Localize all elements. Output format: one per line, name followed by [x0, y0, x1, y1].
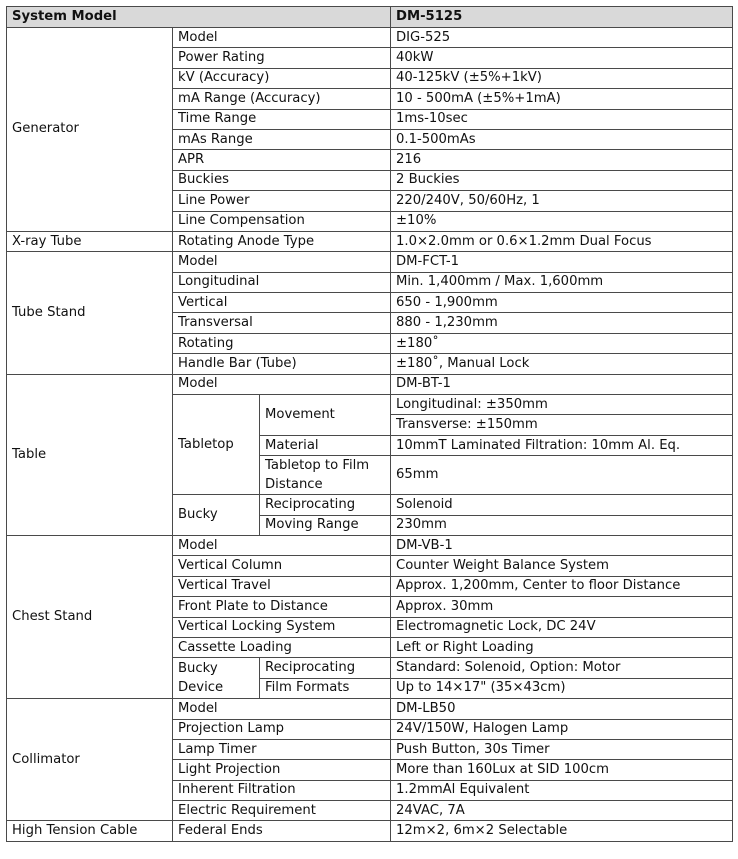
- spec-value: Solenoid: [391, 495, 733, 515]
- category-high-tension-cable: High Tension Cable: [7, 821, 173, 841]
- table-row: [7, 374, 733, 394]
- spec-value: Min. 1,400mm / Max. 1,600mm: [391, 272, 733, 292]
- table-row: [7, 821, 733, 841]
- spec-value: Approx. 1,200mm, Center to floor Distance: [391, 576, 733, 596]
- spec-value: 220/240V, 50/60Hz, 1: [391, 191, 733, 211]
- spec-value: Up to 14×17" (35×43cm): [391, 678, 733, 698]
- spec-value: DIG-525: [391, 28, 733, 48]
- spec-value: 40kW: [391, 48, 733, 68]
- spec-value: 10mmT Laminated Filtration: 10mm Al. Eq.: [391, 435, 733, 455]
- spec-value: 24V/150W, Halogen Lamp: [391, 719, 733, 739]
- spec-value: ±180˚, Manual Lock: [391, 354, 733, 374]
- spec-label: Front Plate to Distance: [173, 597, 391, 617]
- spec-label: Model: [173, 28, 391, 48]
- category-xray-tube: X-ray Tube: [7, 231, 173, 251]
- spec-value: More than 160Lux at SID 100cm: [391, 760, 733, 780]
- spec-label: Cassette Loading: [173, 637, 391, 657]
- spec-label: Handle Bar (Tube): [173, 354, 391, 374]
- material-label: Material: [260, 435, 391, 455]
- movement-label: Movement: [260, 395, 391, 436]
- spec-table: [6, 6, 733, 842]
- spec-value: Approx. 30mm: [391, 597, 733, 617]
- category-generator: Generator: [7, 28, 173, 232]
- spec-value: Standard: Solenoid, Option: Motor: [391, 658, 733, 678]
- header-model-number: DM-5125: [391, 7, 733, 28]
- table-row: [7, 28, 733, 48]
- spec-value: ±10%: [391, 211, 733, 231]
- table-row: [7, 699, 733, 719]
- spec-label: Vertical Travel: [173, 576, 391, 596]
- category-collimator: Collimator: [7, 699, 173, 821]
- spec-value: 2 Buckies: [391, 170, 733, 190]
- spec-label: Vertical Column: [173, 556, 391, 576]
- spec-label: Vertical: [173, 293, 391, 313]
- spec-value: 1.0×2.0mm or 0.6×1.2mm Dual Focus: [391, 231, 733, 251]
- spec-value: Left or Right Loading: [391, 637, 733, 657]
- spec-label: Federal Ends: [173, 821, 391, 841]
- spec-value: Counter Weight Balance System: [391, 556, 733, 576]
- spec-value: 12m×2, 6m×2 Selectable: [391, 821, 733, 841]
- film-distance-label: Tabletop to Film Distance: [260, 456, 391, 495]
- bucky-device-label: Bucky Device: [173, 658, 260, 699]
- spec-label: Rotating Anode Type: [173, 231, 391, 251]
- moving-range-label: Moving Range: [260, 515, 391, 535]
- spec-value: 0.1-500mAs: [391, 129, 733, 149]
- spec-value: 880 - 1,230mm: [391, 313, 733, 333]
- spec-value: DM-LB50: [391, 699, 733, 719]
- spec-label: Rotating: [173, 333, 391, 353]
- spec-label: Buckies: [173, 170, 391, 190]
- table-row: [7, 252, 733, 272]
- table-row: [7, 535, 733, 555]
- spec-value: 10 - 500mA (±5%+1mA): [391, 89, 733, 109]
- spec-label: mA Range (Accuracy): [173, 89, 391, 109]
- spec-label: Power Rating: [173, 48, 391, 68]
- spec-label: mAs Range: [173, 129, 391, 149]
- spec-value: DM-FCT-1: [391, 252, 733, 272]
- spec-label: Model: [173, 699, 391, 719]
- tabletop-label: Tabletop: [173, 395, 260, 495]
- spec-value: 650 - 1,900mm: [391, 293, 733, 313]
- spec-label: Model: [173, 252, 391, 272]
- bucky-label: Bucky: [173, 495, 260, 536]
- spec-label: Vertical Locking System: [173, 617, 391, 637]
- spec-label: Projection Lamp: [173, 719, 391, 739]
- header-row: [7, 7, 733, 28]
- spec-label: Time Range: [173, 109, 391, 129]
- category-tube-stand: Tube Stand: [7, 252, 173, 374]
- film-formats-label: Film Formats: [260, 678, 391, 698]
- spec-label: Light Projection: [173, 760, 391, 780]
- spec-label: Model: [173, 535, 391, 555]
- category-table: Table: [7, 374, 173, 535]
- spec-value: 65mm: [391, 456, 733, 495]
- spec-value: ±180˚: [391, 333, 733, 353]
- spec-value: 40-125kV (±5%+1kV): [391, 68, 733, 88]
- spec-value: 230mm: [391, 515, 733, 535]
- spec-value: 1.2mmAl Equivalent: [391, 780, 733, 800]
- spec-value: Transverse: ±150mm: [391, 415, 733, 435]
- spec-value: Longitudinal: ±350mm: [391, 395, 733, 415]
- spec-label: Line Compensation: [173, 211, 391, 231]
- spec-value: Push Button, 30s Timer: [391, 739, 733, 759]
- spec-value: Electromagnetic Lock, DC 24V: [391, 617, 733, 637]
- spec-value: 216: [391, 150, 733, 170]
- spec-value: DM-VB-1: [391, 535, 733, 555]
- spec-label: Transversal: [173, 313, 391, 333]
- spec-label: Line Power: [173, 191, 391, 211]
- reciprocating-label: Reciprocating: [260, 658, 391, 678]
- spec-label: Longitudinal: [173, 272, 391, 292]
- spec-label: APR: [173, 150, 391, 170]
- spec-label: Inherent Filtration: [173, 780, 391, 800]
- spec-value: DM-BT-1: [391, 374, 733, 394]
- header-system-model: System Model: [7, 7, 391, 28]
- spec-label: Model: [173, 374, 391, 394]
- spec-label: Electric Requirement: [173, 801, 391, 821]
- spec-value: 24VAC, 7A: [391, 801, 733, 821]
- spec-label: kV (Accuracy): [173, 68, 391, 88]
- spec-label: Lamp Timer: [173, 739, 391, 759]
- reciprocating-label: Reciprocating: [260, 495, 391, 515]
- spec-value: 1ms-10sec: [391, 109, 733, 129]
- category-chest-stand: Chest Stand: [7, 535, 173, 698]
- table-row: [7, 231, 733, 251]
